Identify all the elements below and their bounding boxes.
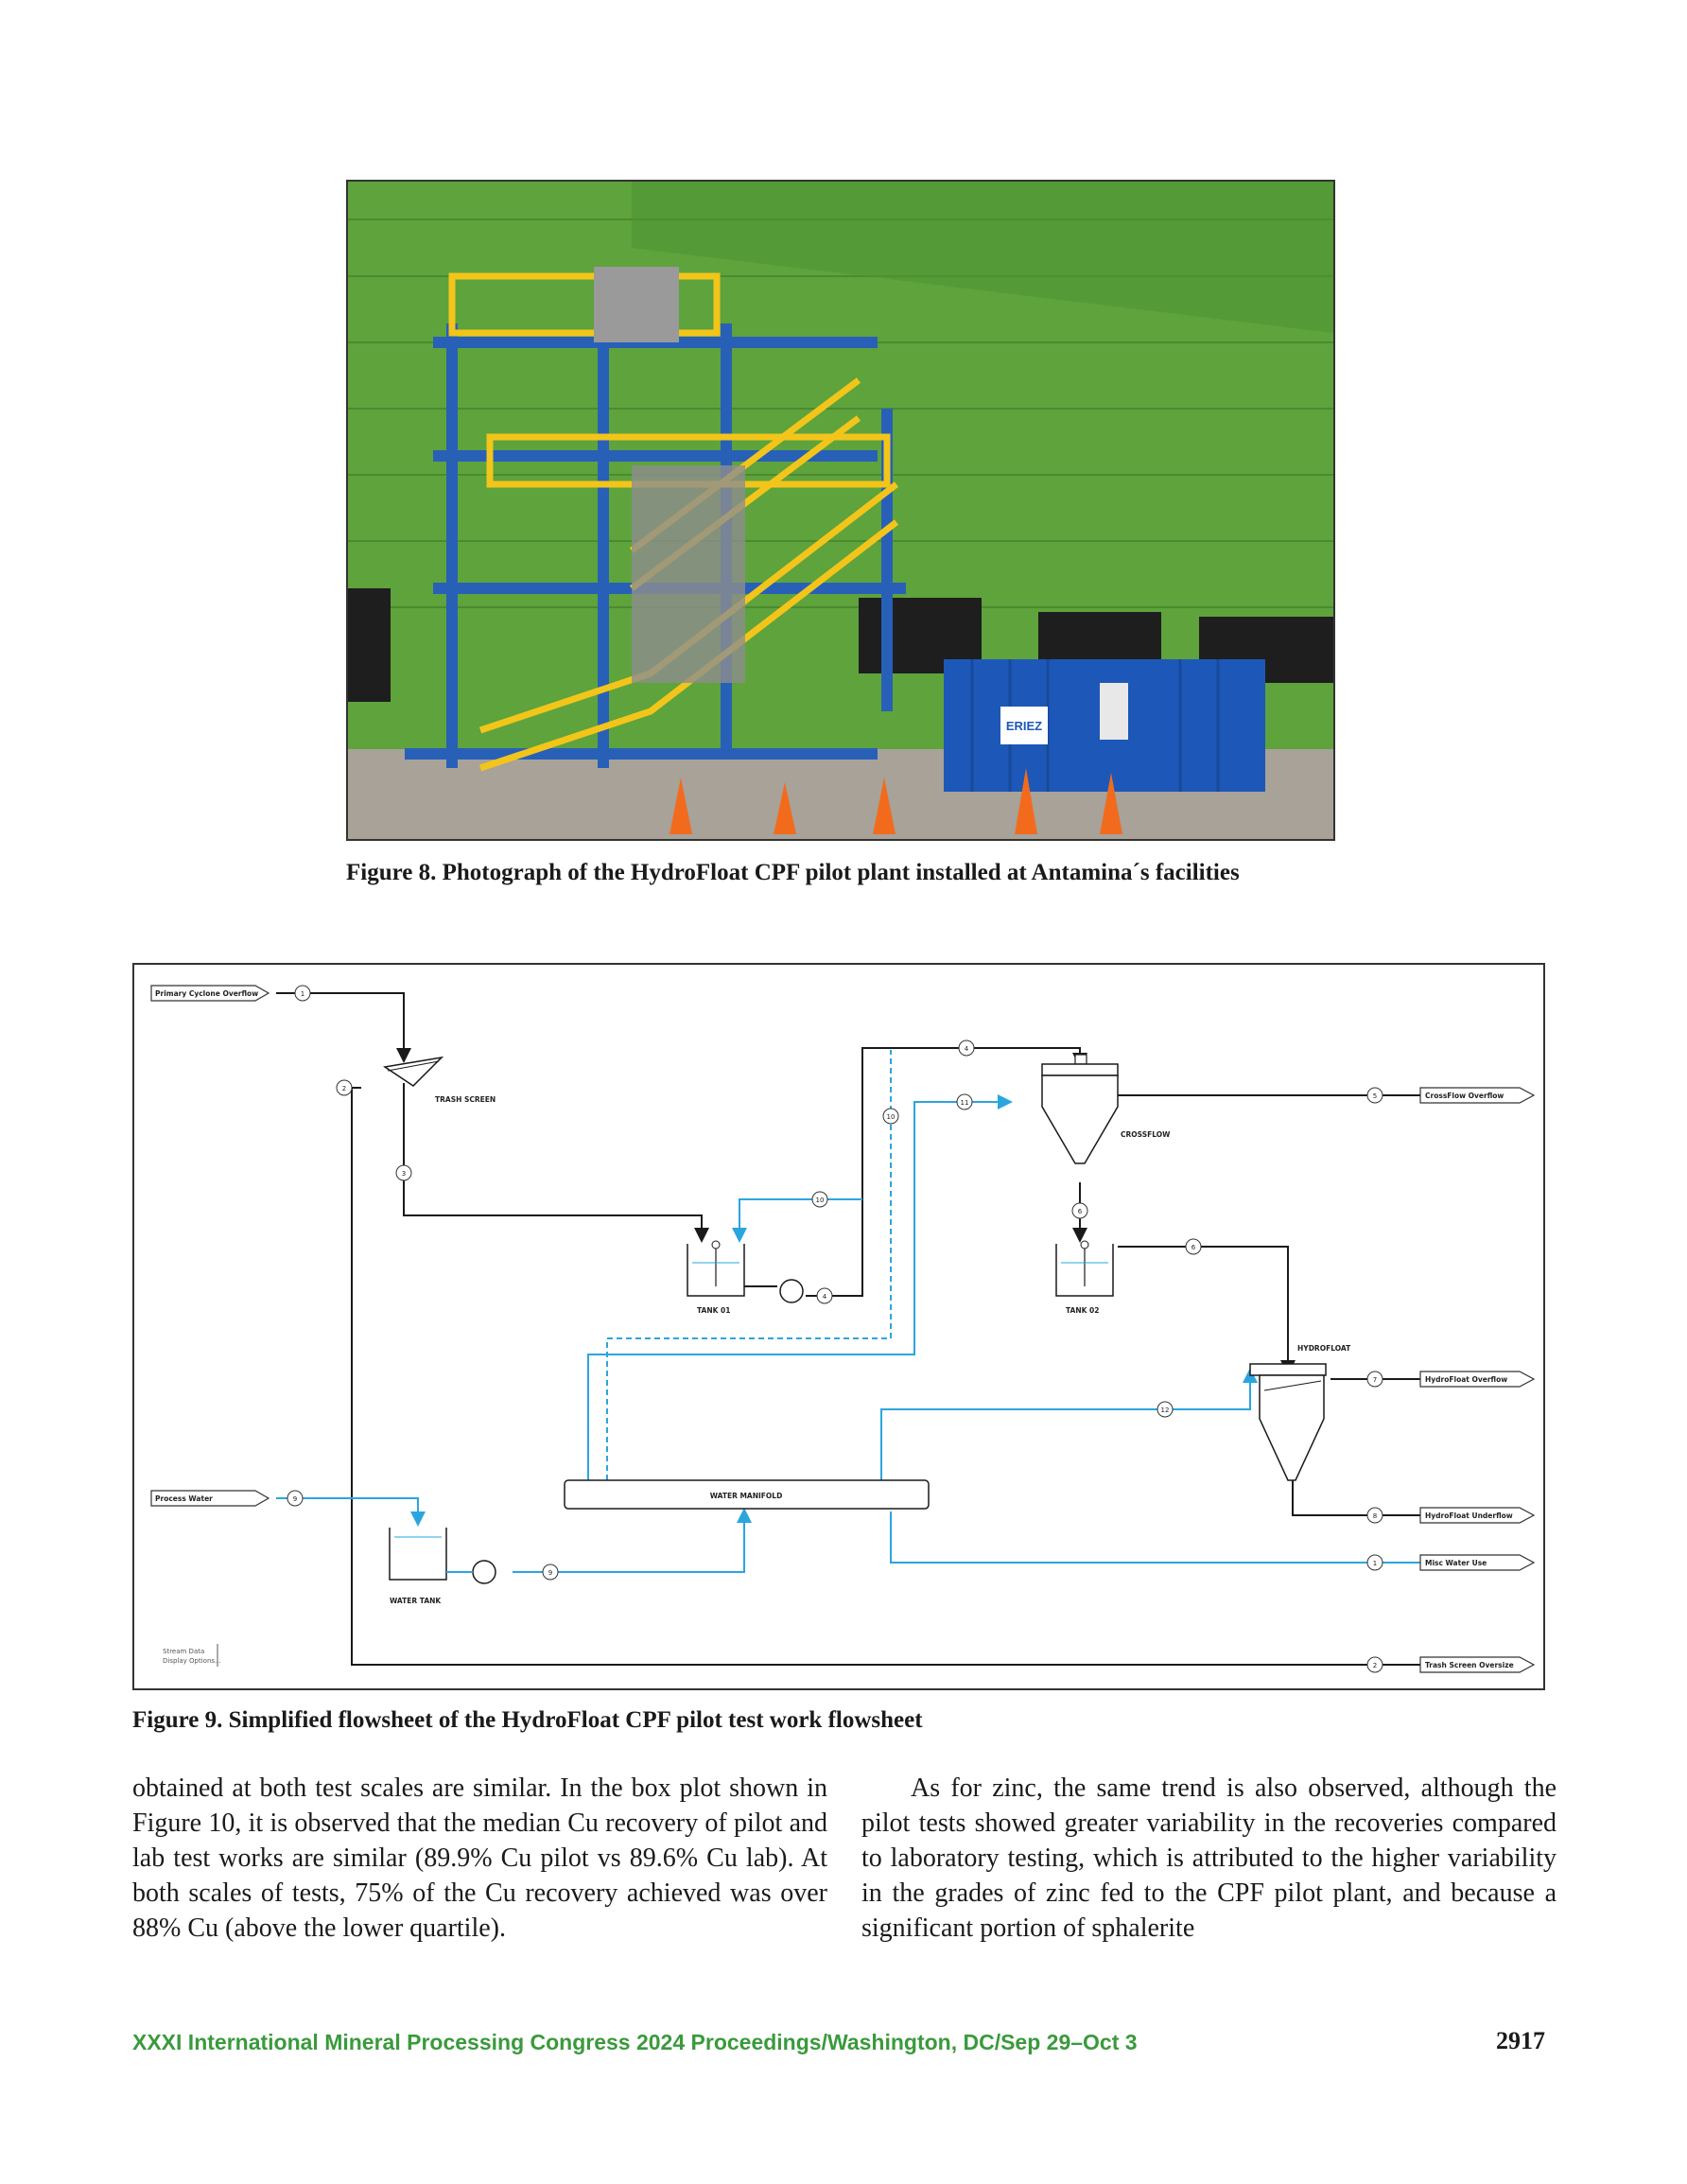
container-logo: ERIEZ: [1005, 719, 1043, 733]
svg-text:Display Options...: Display Options...: [163, 1657, 221, 1665]
stream-3-label: 3: [401, 1170, 407, 1178]
figure-9-flowsheet: [132, 963, 1545, 1690]
trash-screen-unit: [385, 1057, 496, 1104]
stream-8-label: 8: [1372, 1512, 1378, 1520]
stream-11-label: 11: [960, 1099, 969, 1107]
water-manifold-unit: [565, 1480, 929, 1509]
body-paragraph-right: As for zinc, the same trend is also observed, although the pilot tests showed greater variability in the recoveries compared to laboratory testing, which is attributed to the higher variability in the grades of zinc fed to the CPF pilot plant, and because a significant portion of sphalerite: [861, 1773, 1557, 1943]
stream-2-label: 2: [341, 1085, 347, 1092]
output-hydrofloat-underflow: [1420, 1508, 1534, 1523]
svg-text:WATER MANIFOLD: WATER MANIFOLD: [709, 1492, 783, 1500]
stream-4-label: 4: [822, 1293, 827, 1301]
svg-text:HYDROFLOAT: HYDROFLOAT: [1297, 1344, 1351, 1353]
stream-2-label: 2: [1372, 1662, 1378, 1669]
stream-4-label: 4: [964, 1045, 969, 1053]
svg-text:TRASH SCREEN: TRASH SCREEN: [435, 1095, 496, 1104]
body-paragraph-left: obtained at both test scales are similar. In the box plot shown in Figure 10, it is observed that the median Cu recovery of pilot and lab test works are similar (89.9% Cu pilot vs 89.6% Cu lab). At both scales of tests, 75% of the Cu recovery achieved was over 88% Cu (above the lower quartile).: [132, 1773, 827, 1943]
stream-5-label: 5: [1372, 1092, 1378, 1100]
stream-12-label: 12: [1160, 1406, 1170, 1414]
water-tank-pump: [473, 1561, 496, 1583]
figure-8-caption: Figure 8. Photograph of the HydroFloat CPF pilot plant installed at Antamina´s facilities: [346, 860, 1240, 885]
svg-text:Stream Data: Stream Data: [163, 1648, 205, 1655]
svg-text:Trash Screen Oversize: Trash Screen Oversize: [1425, 1661, 1514, 1669]
stream-6-label: 6: [1191, 1244, 1196, 1251]
tank-01-pump: [780, 1280, 803, 1302]
output-crossflow-overflow: [1420, 1088, 1534, 1103]
output-trash-screen-oversize: [1420, 1657, 1534, 1672]
svg-text:WATER TANK: WATER TANK: [390, 1597, 442, 1605]
svg-text:CrossFlow Overflow: CrossFlow Overflow: [1425, 1092, 1504, 1100]
svg-text:Primary Cyclone Overflow: Primary Cyclone Overflow: [155, 989, 259, 998]
stream-9-label: 9: [292, 1495, 298, 1503]
stream-10-label: 10: [886, 1113, 896, 1121]
water-tank-unit: [390, 1528, 496, 1605]
tank-02-unit: [1056, 1241, 1113, 1315]
svg-text:TANK 02: TANK 02: [1066, 1306, 1100, 1315]
stream-10-label: 10: [815, 1197, 825, 1204]
crossflow-unit: [1042, 1055, 1171, 1163]
input-primary-cyclone-overflow: [151, 986, 269, 1001]
stream-9-label: 9: [548, 1569, 553, 1577]
tank-01-unit: [687, 1241, 803, 1315]
svg-text:HydroFloat Underflow: HydroFloat Underflow: [1425, 1511, 1513, 1520]
stream-1-label: 1: [1372, 1560, 1378, 1567]
footer-proceedings: XXXI International Mineral Processing Congress 2024 Proceedings/Washington, DC/Sep 29–Oct 3: [132, 2030, 1138, 2054]
body-column-right: [861, 1771, 1557, 1946]
stream-1-label: 1: [300, 990, 305, 998]
hydrofloat-unit: [1250, 1344, 1351, 1480]
figure-8-photo: [346, 180, 1335, 841]
svg-text:CROSSFLOW: CROSSFLOW: [1121, 1130, 1171, 1139]
stream-6-label: 6: [1077, 1208, 1083, 1215]
stream-data-legend: [163, 1644, 221, 1667]
output-hydrofloat-overflow: [1420, 1372, 1534, 1387]
svg-text:Process Water: Process Water: [155, 1494, 213, 1503]
body-column-left: [132, 1771, 827, 1946]
svg-text:Misc Water Use: Misc Water Use: [1425, 1559, 1487, 1567]
stream-7-label: 7: [1372, 1376, 1378, 1384]
output-misc-water-use: [1420, 1555, 1534, 1570]
svg-text:TANK 01: TANK 01: [697, 1306, 731, 1315]
figure-9-caption: Figure 9. Simplified flowsheet of the HydroFloat CPF pilot test work flowsheet: [132, 1707, 923, 1733]
input-process-water: [151, 1491, 269, 1506]
page-number: 2917: [1496, 2027, 1545, 2054]
svg-text:HydroFloat Overflow: HydroFloat Overflow: [1425, 1375, 1508, 1384]
